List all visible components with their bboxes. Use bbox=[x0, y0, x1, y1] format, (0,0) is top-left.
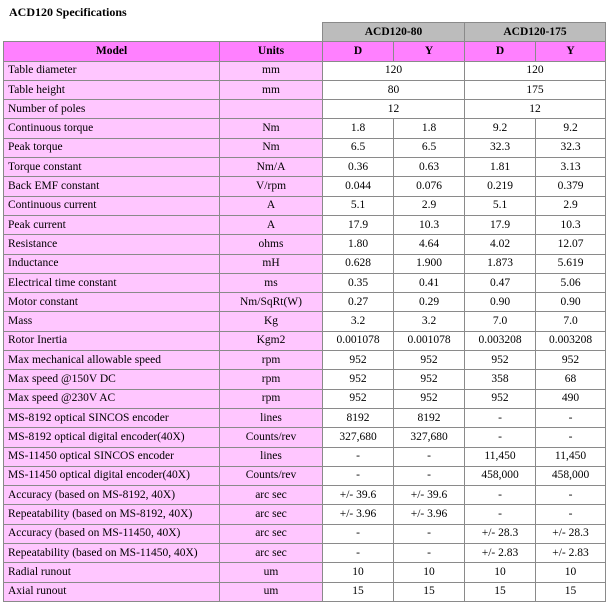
spec-units: rpm bbox=[220, 389, 323, 408]
spec-value: - bbox=[536, 408, 606, 427]
spec-value: 8192 bbox=[323, 408, 394, 427]
spec-value: 458,000 bbox=[465, 466, 536, 485]
spec-units: A bbox=[220, 215, 323, 234]
spec-value: 0.27 bbox=[323, 293, 394, 312]
table-row bbox=[4, 370, 606, 389]
spec-value: 952 bbox=[536, 351, 606, 370]
spec-value: 10 bbox=[465, 563, 536, 582]
spec-value: 12.07 bbox=[536, 235, 606, 254]
spec-label: Repeatability (based on MS-11450, 40X) bbox=[4, 544, 220, 563]
spec-label: Table diameter bbox=[4, 61, 220, 80]
spec-value: 10 bbox=[323, 563, 394, 582]
spec-value: - bbox=[394, 544, 465, 563]
table-row bbox=[4, 254, 606, 273]
spec-value: 5.1 bbox=[465, 196, 536, 215]
table-row bbox=[4, 408, 606, 427]
spec-units: lines bbox=[220, 408, 323, 427]
spec-value: 15 bbox=[394, 582, 465, 601]
variant-header-y: Y bbox=[536, 42, 606, 61]
spec-units: A bbox=[220, 196, 323, 215]
spec-value: 952 bbox=[465, 351, 536, 370]
spec-value: 0.001078 bbox=[394, 331, 465, 350]
spec-value: 15 bbox=[465, 582, 536, 601]
specifications-table bbox=[3, 22, 606, 602]
spec-label: Electrical time constant bbox=[4, 273, 220, 292]
spec-units: mm bbox=[220, 80, 323, 99]
spec-label: Torque constant bbox=[4, 158, 220, 177]
spec-label: Table height bbox=[4, 80, 220, 99]
spec-value: 0.003208 bbox=[536, 331, 606, 350]
spec-value: - bbox=[323, 544, 394, 563]
spec-value: 0.379 bbox=[536, 177, 606, 196]
spec-units: arc sec bbox=[220, 486, 323, 505]
spec-value: 1.8 bbox=[394, 119, 465, 138]
spec-value: 15 bbox=[323, 582, 394, 601]
spec-units: Nm/SqRt(W) bbox=[220, 293, 323, 312]
spec-label: Repeatability (based on MS-8192, 40X) bbox=[4, 505, 220, 524]
spec-value: 11,450 bbox=[536, 447, 606, 466]
spec-units: Nm bbox=[220, 119, 323, 138]
spec-units: lines bbox=[220, 447, 323, 466]
spec-value: - bbox=[394, 447, 465, 466]
table-row bbox=[4, 293, 606, 312]
spec-value: 17.9 bbox=[323, 215, 394, 234]
table-row bbox=[4, 544, 606, 563]
spec-units: Nm bbox=[220, 138, 323, 157]
spec-value: 5.1 bbox=[323, 196, 394, 215]
table-row bbox=[4, 119, 606, 138]
spec-label: Resistance bbox=[4, 235, 220, 254]
spec-value: - bbox=[465, 428, 536, 447]
spec-units: Kgm2 bbox=[220, 331, 323, 350]
spec-value: - bbox=[465, 408, 536, 427]
spec-value: 0.001078 bbox=[323, 331, 394, 350]
spec-value: 68 bbox=[536, 370, 606, 389]
spec-value: 10 bbox=[536, 563, 606, 582]
spec-value-merged: 175 bbox=[465, 80, 606, 99]
spec-units: Counts/rev bbox=[220, 428, 323, 447]
table-row bbox=[4, 273, 606, 292]
spec-units: Counts/rev bbox=[220, 466, 323, 485]
spec-label: Peak torque bbox=[4, 138, 220, 157]
spec-value: 0.628 bbox=[323, 254, 394, 273]
spec-label: MS-11450 optical digital encoder(40X) bbox=[4, 466, 220, 485]
table-row bbox=[4, 524, 606, 543]
table-row bbox=[4, 158, 606, 177]
spec-value: 2.9 bbox=[394, 196, 465, 215]
spec-value: 952 bbox=[323, 370, 394, 389]
spec-value: +/- 28.3 bbox=[536, 524, 606, 543]
group-header-acd120-80: ACD120-80 bbox=[323, 23, 465, 42]
spec-value: 32.3 bbox=[465, 138, 536, 157]
spec-units: V/rpm bbox=[220, 177, 323, 196]
spec-value: 0.36 bbox=[323, 158, 394, 177]
table-row bbox=[4, 331, 606, 350]
spec-value: 1.873 bbox=[465, 254, 536, 273]
spec-value: 952 bbox=[323, 389, 394, 408]
variant-header-d: D bbox=[323, 42, 394, 61]
spec-label: Max mechanical allowable speed bbox=[4, 351, 220, 370]
spec-units: um bbox=[220, 582, 323, 601]
table-row bbox=[4, 582, 606, 601]
table-row bbox=[4, 486, 606, 505]
table-row bbox=[4, 466, 606, 485]
spec-value: 8192 bbox=[394, 408, 465, 427]
spec-value: +/- 2.83 bbox=[465, 544, 536, 563]
spec-value: +/- 3.96 bbox=[394, 505, 465, 524]
spec-label: Peak current bbox=[4, 215, 220, 234]
spec-rows bbox=[4, 61, 606, 601]
spec-value-merged: 120 bbox=[465, 61, 606, 80]
spec-value-merged: 120 bbox=[323, 61, 465, 80]
spec-value: 4.02 bbox=[465, 235, 536, 254]
spec-value: 3.2 bbox=[394, 312, 465, 331]
spec-value: 0.219 bbox=[465, 177, 536, 196]
table-row bbox=[4, 351, 606, 370]
spec-units: Kg bbox=[220, 312, 323, 331]
spec-value-merged: 80 bbox=[323, 80, 465, 99]
spec-value: +/- 3.96 bbox=[323, 505, 394, 524]
spec-value: - bbox=[465, 486, 536, 505]
spec-value: - bbox=[394, 524, 465, 543]
page-title: ACD120 Specifications bbox=[9, 5, 127, 19]
spec-label: Motor constant bbox=[4, 293, 220, 312]
spec-value: 0.63 bbox=[394, 158, 465, 177]
spec-value: 15 bbox=[536, 582, 606, 601]
spec-units: Nm/A bbox=[220, 158, 323, 177]
table-row bbox=[4, 389, 606, 408]
spec-units: arc sec bbox=[220, 524, 323, 543]
spec-value: - bbox=[536, 486, 606, 505]
spec-value: +/- 2.83 bbox=[536, 544, 606, 563]
spec-value: 1.8 bbox=[323, 119, 394, 138]
spec-label: Continuous torque bbox=[4, 119, 220, 138]
spec-value: 458,000 bbox=[536, 466, 606, 485]
spec-value: 952 bbox=[394, 370, 465, 389]
variant-header-y: Y bbox=[394, 42, 465, 61]
spec-label: Accuracy (based on MS-8192, 40X) bbox=[4, 486, 220, 505]
spec-units: mH bbox=[220, 254, 323, 273]
spec-label: Radial runout bbox=[4, 563, 220, 582]
spec-value: +/- 39.6 bbox=[323, 486, 394, 505]
spec-label: Rotor Inertia bbox=[4, 331, 220, 350]
spec-value: 0.47 bbox=[465, 273, 536, 292]
spec-value: 952 bbox=[394, 389, 465, 408]
spec-units: rpm bbox=[220, 351, 323, 370]
spec-value: 6.5 bbox=[323, 138, 394, 157]
spec-label: Accuracy (based on MS-11450, 40X) bbox=[4, 524, 220, 543]
variant-header-d: D bbox=[465, 42, 536, 61]
model-column-header: Model bbox=[4, 42, 220, 61]
spec-value: 0.41 bbox=[394, 273, 465, 292]
table-row bbox=[4, 428, 606, 447]
spec-value: 952 bbox=[323, 351, 394, 370]
spec-label: Mass bbox=[4, 312, 220, 331]
spec-label: Inductance bbox=[4, 254, 220, 273]
spec-value: 0.003208 bbox=[465, 331, 536, 350]
table-row bbox=[4, 447, 606, 466]
spec-value: 5.06 bbox=[536, 273, 606, 292]
group-header-row bbox=[4, 23, 606, 42]
spec-value: - bbox=[536, 505, 606, 524]
spec-value: 5.619 bbox=[536, 254, 606, 273]
spec-value: 10 bbox=[394, 563, 465, 582]
spec-value: - bbox=[536, 428, 606, 447]
spec-value: - bbox=[323, 447, 394, 466]
spec-units: mm bbox=[220, 61, 323, 80]
spec-value: +/- 39.6 bbox=[394, 486, 465, 505]
spec-value: 4.64 bbox=[394, 235, 465, 254]
spec-value: 0.90 bbox=[536, 293, 606, 312]
spec-value: 1.900 bbox=[394, 254, 465, 273]
spec-units: um bbox=[220, 563, 323, 582]
spec-label: Back EMF constant bbox=[4, 177, 220, 196]
spec-label: Max speed @150V DC bbox=[4, 370, 220, 389]
table-row bbox=[4, 177, 606, 196]
spec-value: 3.2 bbox=[323, 312, 394, 331]
column-header-row bbox=[4, 42, 606, 61]
spec-value: 952 bbox=[465, 389, 536, 408]
spec-value: 7.0 bbox=[536, 312, 606, 331]
table-row bbox=[4, 100, 606, 119]
spec-label: MS-8192 optical SINCOS encoder bbox=[4, 408, 220, 427]
spec-value: 0.044 bbox=[323, 177, 394, 196]
spec-value: 0.90 bbox=[465, 293, 536, 312]
spec-units: ohms bbox=[220, 235, 323, 254]
group-header-acd120-175: ACD120-175 bbox=[465, 23, 606, 42]
spec-value-merged: 12 bbox=[465, 100, 606, 119]
spec-value: 10.3 bbox=[394, 215, 465, 234]
spec-value: 9.2 bbox=[465, 119, 536, 138]
table-row bbox=[4, 563, 606, 582]
spec-units: rpm bbox=[220, 370, 323, 389]
spec-value: 9.2 bbox=[536, 119, 606, 138]
spec-units: ms bbox=[220, 273, 323, 292]
spec-value: 32.3 bbox=[536, 138, 606, 157]
spec-value: 17.9 bbox=[465, 215, 536, 234]
spec-value: 0.29 bbox=[394, 293, 465, 312]
spec-value: 1.80 bbox=[323, 235, 394, 254]
spec-value: 327,680 bbox=[394, 428, 465, 447]
table-row bbox=[4, 505, 606, 524]
spec-value: 6.5 bbox=[394, 138, 465, 157]
spec-value: 327,680 bbox=[323, 428, 394, 447]
spec-value: 1.81 bbox=[465, 158, 536, 177]
spec-label: Number of poles bbox=[4, 100, 220, 119]
spec-value: +/- 28.3 bbox=[465, 524, 536, 543]
table-row bbox=[4, 196, 606, 215]
table-row bbox=[4, 61, 606, 80]
spec-value: 10.3 bbox=[536, 215, 606, 234]
spec-value: 7.0 bbox=[465, 312, 536, 331]
table-row bbox=[4, 215, 606, 234]
spec-label: Axial runout bbox=[4, 582, 220, 601]
table-row bbox=[4, 235, 606, 254]
spec-label: Max speed @230V AC bbox=[4, 389, 220, 408]
spec-units: arc sec bbox=[220, 505, 323, 524]
spec-value: - bbox=[465, 505, 536, 524]
spec-label: Continuous current bbox=[4, 196, 220, 215]
spec-value: - bbox=[323, 466, 394, 485]
spec-value: - bbox=[323, 524, 394, 543]
spec-value: 2.9 bbox=[536, 196, 606, 215]
table-row bbox=[4, 312, 606, 331]
spec-value: 0.076 bbox=[394, 177, 465, 196]
spec-value: 490 bbox=[536, 389, 606, 408]
spec-value: 358 bbox=[465, 370, 536, 389]
spec-value: 952 bbox=[394, 351, 465, 370]
spec-units bbox=[220, 100, 323, 119]
spec-value: - bbox=[394, 466, 465, 485]
table-row bbox=[4, 80, 606, 99]
units-column-header: Units bbox=[220, 42, 323, 61]
table-row bbox=[4, 138, 606, 157]
spec-value: 0.35 bbox=[323, 273, 394, 292]
spec-units: arc sec bbox=[220, 544, 323, 563]
spec-value-merged: 12 bbox=[323, 100, 465, 119]
spec-label: MS-11450 optical SINCOS encoder bbox=[4, 447, 220, 466]
header-spacer bbox=[4, 23, 323, 42]
spec-value: 11,450 bbox=[465, 447, 536, 466]
spec-value: 3.13 bbox=[536, 158, 606, 177]
spec-label: MS-8192 optical digital encoder(40X) bbox=[4, 428, 220, 447]
